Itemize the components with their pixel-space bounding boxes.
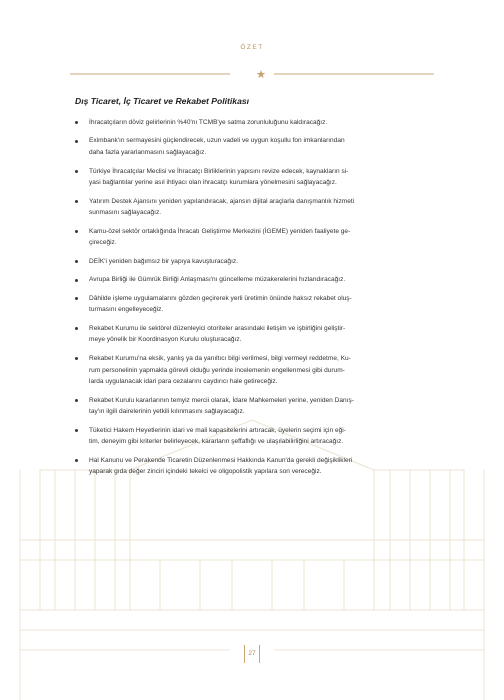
bullet-text-line: yaparak gıda değer zinciri içindeki tekelci ve oligopolistik yapılara son vereceğiz. (89, 468, 322, 476)
page-number: 27 (248, 650, 256, 657)
bullet-text-line: Rekabet Kurulu kararlarının temyiz mercii olarak, İdare Mahkemeleri yerine, yeniden Danış- (89, 396, 354, 404)
bullet-text-line: Rekabet Kurumu ile sektörel düzenleyici otoriteler arasındaki iletişim ve işbirliğini geliştir- (89, 324, 346, 332)
bullet-text-line: larda uygulanacak idari para cezalarını caydırıcı hale getireceğiz. (89, 378, 278, 386)
star-icon (257, 70, 266, 78)
bullet-dot-icon (75, 297, 78, 300)
bullet-item (75, 256, 435, 268)
bullet-item (75, 274, 435, 286)
bullet-dot-icon (75, 357, 78, 360)
bullet-item (75, 117, 435, 129)
bullet-item (75, 353, 435, 388)
bullet-item (75, 166, 435, 189)
section-title: Dış Ticaret, İç Ticaret ve Rekabet Politikası (75, 96, 250, 106)
section-label: ÖZET (240, 44, 264, 51)
bullet-text-line: meye yönelik bir Koordinasyon Kurulu oluşturacağız. (89, 336, 242, 344)
bullet-text-line: çireceğiz. (89, 239, 117, 247)
crescent-star-ornament (70, 62, 434, 86)
bullet-dot-icon (75, 230, 78, 233)
bullet-text-line: rum personelinin yapmakla görevli olduğu yerinde incelemenin engellenmesi gibi durum- (89, 366, 345, 374)
bullet-item (75, 196, 435, 219)
bullet-text-line: Kamu-özel sektör ortaklığında İhracatı Geliştirme Merkezini (İGEME) yeniden faaliyete ge- (89, 227, 351, 235)
bullet-text-line: Avrupa Birliği ile Gümrük Birliği Anlaşması'nı güncelleme müzakerelerini hızlandıracağız. (89, 276, 346, 284)
bullet-dot-icon (75, 459, 78, 462)
bullet-text-line: DEİK'i yeniden bağımsız bir yapıya kavuşturacağız. (89, 257, 238, 265)
bullet-text-line: Tüketici Hakem Heyetlerinin idari ve mali kapasitelerini artıracak, üyelerin seçimi için eği- (89, 426, 346, 434)
bullet-dot-icon (75, 170, 78, 173)
bullet-dot-icon (75, 140, 78, 143)
bullet-dot-icon (75, 121, 78, 124)
bullet-item (75, 455, 435, 478)
bullet-text-line: yasi bağlantılar yerine asıl ihtiyacı olan ihracatçı kurumlara yönelmesini sağlayacağız. (89, 179, 337, 187)
bullet-dot-icon (75, 327, 78, 330)
policy-bullet-list (75, 117, 435, 485)
bullet-text-line: İhracatçıların döviz gelirlerinin %40'nı TCMB'ye satma zorunluluğunu kaldıracağız. (89, 119, 328, 126)
bullet-item (75, 425, 435, 448)
bullet-text-line: Rekabet Kurumu'na eksik, yanlış ya da yanıltıcı bilgi verilmesi, bilgi vermeyi reddetme, Ku- (89, 354, 351, 362)
bullet-item (75, 135, 435, 158)
bullet-text-line: Türkiye İhracatçılar Meclisi ve İhracatçı Birliklerinin yapısını revize edecek, kaynakların si- (89, 167, 349, 175)
crescent-icon (242, 64, 252, 84)
bullet-dot-icon (75, 429, 78, 432)
bullet-item (75, 226, 435, 249)
bullet-text-line: turmasını engelleyeceğiz. (89, 306, 164, 314)
bullet-text-line: daha fazla yararlanmasını sağlayacağız. (89, 149, 207, 157)
bullet-dot-icon (75, 200, 78, 203)
bullet-text-line: tim, deneyim gibi kriterler belirleyecek, kararların şeffaflığı ve ulaşılabilirliğini artıracağız. (89, 438, 344, 446)
bullet-item (75, 395, 435, 418)
bullet-text-line: sunmasını sağlayacağız. (89, 209, 162, 217)
bullet-item (75, 293, 435, 316)
bullet-dot-icon (75, 399, 78, 402)
bullet-text-line: tay'ın ilgili dairelerinin yetkili kılınmasını sağlayacağız. (89, 408, 245, 416)
bullet-text-line: Dâhilde işleme uygulamalarını gözden geçirerek yerli üretimin önünde haksız rekabet oluş- (89, 294, 352, 302)
bullet-dot-icon (75, 279, 78, 282)
bullet-text-line: Eximbank'ın sermayesini güçlendirecek, uzun vadeli ve uygun koşullu fon imkanlarından (89, 137, 345, 145)
bullet-item (75, 323, 435, 346)
bullet-dot-icon (75, 260, 78, 263)
bullet-text-line: Yatırım Destek Ajansını yeniden yapılandıracak, ajansın dijital araçlarla danışmanlık hizmeti (89, 197, 355, 205)
bullet-text-line: Hal Kanunu ve Perakende Ticaretin Düzenlenmesi Hakkında Kanun'da gerekli değişiklikleri (89, 456, 353, 464)
